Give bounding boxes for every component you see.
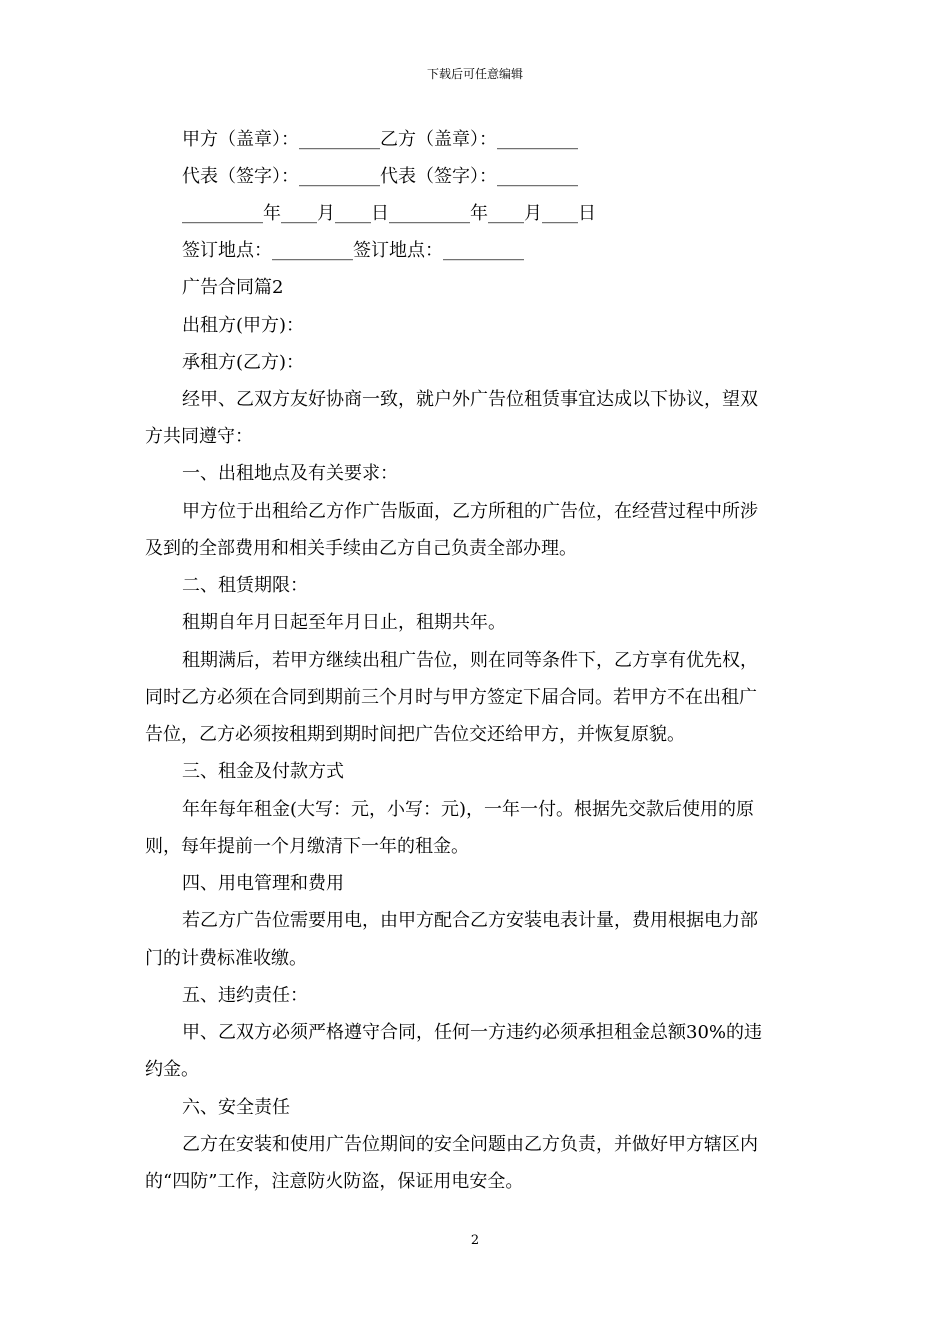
paragraph-line: 则，每年提前一个月缴清下一年的租金。 <box>145 836 469 857</box>
signature-line-date: _________年____月____日_________年____月____日 <box>182 203 596 224</box>
clause-heading: 二、租赁期限： <box>182 575 308 596</box>
signature-line-representative: 代表（签字）：_________代表（签字）：_________ <box>182 166 578 187</box>
paragraph-line: 告位，乙方必须按租期到期时间把广告位交还给甲方，并恢复原貌。 <box>145 724 685 745</box>
lessor-line: 出租方(甲方)： <box>182 315 305 336</box>
paragraph-line: 甲、乙双方必须严格遵守合同，任何一方违约必须承担租金总额30%的违 <box>182 1022 763 1043</box>
paragraph-line: 门的计费标准收缴。 <box>145 948 307 969</box>
paragraph-line: 若乙方广告位需要用电，由甲方配合乙方安装电表计量，费用根据电力部 <box>182 910 758 931</box>
paragraph-line: 方共同遵守： <box>145 426 253 447</box>
clause-heading: 四、用电管理和费用 <box>182 873 344 894</box>
paragraph-line: 租期自年月日起至年月日止，租期共年。 <box>182 612 506 633</box>
paragraph-line: 约金。 <box>145 1059 199 1080</box>
lessee-line: 承租方(乙方)： <box>182 352 305 373</box>
paragraph-line: 年年每年租金(大写：元，小写：元)，一年一付。根据先交款后使用的原 <box>182 799 755 820</box>
paragraph-line: 经甲、乙双方友好协商一致，就户外广告位租赁事宜达成以下协议，望双 <box>182 389 758 410</box>
clause-heading: 一、出租地点及有关要求： <box>182 463 398 484</box>
paragraph-line: 租期满后，若甲方继续出租广告位，则在同等条件下，乙方享有优先权， <box>182 650 758 671</box>
page-number: 2 <box>470 1233 480 1248</box>
clause-heading: 三、租金及付款方式 <box>182 761 344 782</box>
page-header: 下载后可任意编辑 <box>426 67 523 81</box>
section-title: 广告合同篇2 <box>182 277 284 298</box>
signature-line-party-seal: 甲方（盖章）：_________乙方（盖章）：_________ <box>182 129 578 150</box>
paragraph-line: 及到的全部费用和相关手续由乙方自己负责全部办理。 <box>145 538 577 559</box>
clause-heading: 五、违约责任： <box>182 985 308 1006</box>
paragraph-line: 甲方位于出租给乙方作广告版面，乙方所租的广告位，在经营过程中所涉 <box>182 501 758 522</box>
signature-line-location: 签订地点：_________签订地点：_________ <box>182 240 524 261</box>
clause-heading: 六、安全责任 <box>182 1097 290 1118</box>
paragraph-line: 乙方在安装和使用广告位期间的安全问题由乙方负责，并做好甲方辖区内 <box>182 1134 758 1155</box>
paragraph-line: 的“四防”工作，注意防火防盗，保证用电安全。 <box>145 1171 524 1192</box>
paragraph-line: 同时乙方必须在合同到期前三个月时与甲方签定下届合同。若甲方不在出租广 <box>145 687 757 708</box>
